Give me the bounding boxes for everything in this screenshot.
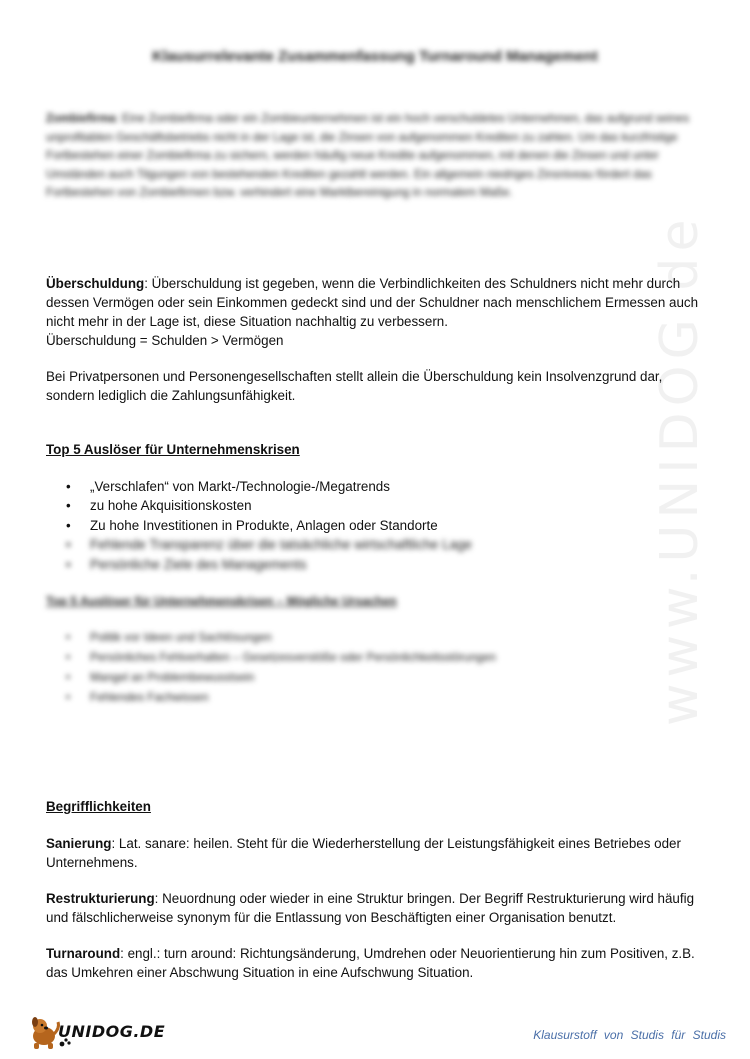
ueberschuldung-paragraph (46, 274, 706, 350)
begrifflichkeiten-heading: Begrifflichkeiten (46, 799, 151, 814)
footer-tagline: Klausurstoff von Studis für Studis (533, 1028, 726, 1042)
list-item: • Mangel an Problembewusstsein (46, 668, 706, 688)
list-item: • Zu hohe Investitionen in Produkte, Anlagen oder Standorte (46, 516, 706, 535)
restrukturierung-term: Restrukturierung (46, 891, 155, 906)
ueberschuldung-formula: Überschuldung = Schulden > Vermögen (46, 333, 284, 348)
zombiefirma-paragraph (46, 110, 706, 203)
turnaround-paragraph (46, 944, 706, 982)
list-item: • Fehlendes Fachwissen (46, 688, 706, 708)
unidog-logo-text: UNIDOG.DE (58, 1022, 166, 1041)
ueberschuldung-term: Überschuldung (46, 276, 145, 291)
list-item: • „Verschlafen“ von Markt-/Technologie-/Megatrends (46, 477, 706, 496)
list-item: • Persönliches Fehlverhalten – Gesetzesverstöße oder Persönlichkeitsstörungen (46, 648, 706, 668)
privatpersonen-text: Bei Privatpersonen und Personengesellschaften stellt allein die Überschuldung kein Insolvenzgrund dar, sondern lediglich die Zahlungsunfähigkeit. (46, 369, 663, 403)
document-title: Klausurrelevante Zusammenfassung Turnaround Management (152, 48, 598, 65)
sanierung-term: Sanierung (46, 836, 112, 851)
zombiefirma-term: Zombiefirma (46, 112, 116, 125)
list-item: • Politik vor Ideen und Sachlösungen (46, 628, 706, 648)
top5-causes-list (46, 628, 706, 708)
turnaround-term: Turnaround (46, 946, 121, 961)
restrukturierung-paragraph (46, 889, 706, 927)
zombiefirma-text: : Eine Zombiefirma oder ein Zombieunternehmen ist ein hoch verschuldetes Unternehmen, das aufgrund seines unprofitablen Geschäftsbetriebs nicht in der Lage ist, die Zinsen von aufgenommen Krediten zu zahlen. Um das kurzfristige Fortbestehen einer Zombiefirma zu sichern, werden häufig neue Kredite aufgenommen, mit denen die Zinsen und unter Umständen auch Tilgungen von bestehenden Krediten gezahlt werden. Ein allgemein niedriges Zinsniveau fördert das Fortbestehen von Zombiefirmen bzw. verhindert eine Marktbereinigung in normalem Maße. (46, 112, 690, 199)
watermark: www.UNIDOG.de (650, 213, 710, 727)
turnaround-text: : engl.: turn around: Richtungsänderung, Umdrehen oder Neuorientierung hin zum Positiven, z.B. das Umkehren einer Abschwung Situation in eine Aufschwung Situation. (46, 946, 695, 980)
top5-list (46, 477, 706, 574)
top5-causes-heading: Top 5 Auslöser für Unternehmenskrisen – Mögliche Ursachen (46, 594, 397, 608)
restrukturierung-text: : Neuordnung oder wieder in eine Struktur bringen. Der Begriff Restrukturierung wird häufig und fälschlicherweise synonym für die Entlassung von Beschäftigten einer Organisation benutzt. (46, 891, 695, 925)
sanierung-paragraph (46, 834, 706, 872)
top5-heading: Top 5 Auslöser für Unternehmenskrisen (46, 442, 300, 457)
privatpersonen-paragraph (46, 367, 706, 405)
sanierung-text: : Lat. sanare: heilen. Steht für die Wiederherstellung der Leistungsfähigkeit eines Betriebes oder Unternehmens. (46, 836, 681, 870)
list-item: • zu hohe Akquisitionskosten (46, 496, 706, 515)
list-item: • Persönliche Ziele des Managements (46, 555, 706, 574)
list-item: • Fehlende Transparenz über die tatsächliche wirtschaftliche Lage (46, 535, 706, 554)
ueberschuldung-text: : Überschuldung ist gegeben, wenn die Verbindlichkeiten des Schuldners nicht mehr durch dessen Vermögen oder sein Einkommen gedeckt sind und der Schuldner nach menschlichem Ermessen auch nicht mehr in der Lage ist, diese Situation nachhaltig zu verbessern. (46, 276, 699, 329)
